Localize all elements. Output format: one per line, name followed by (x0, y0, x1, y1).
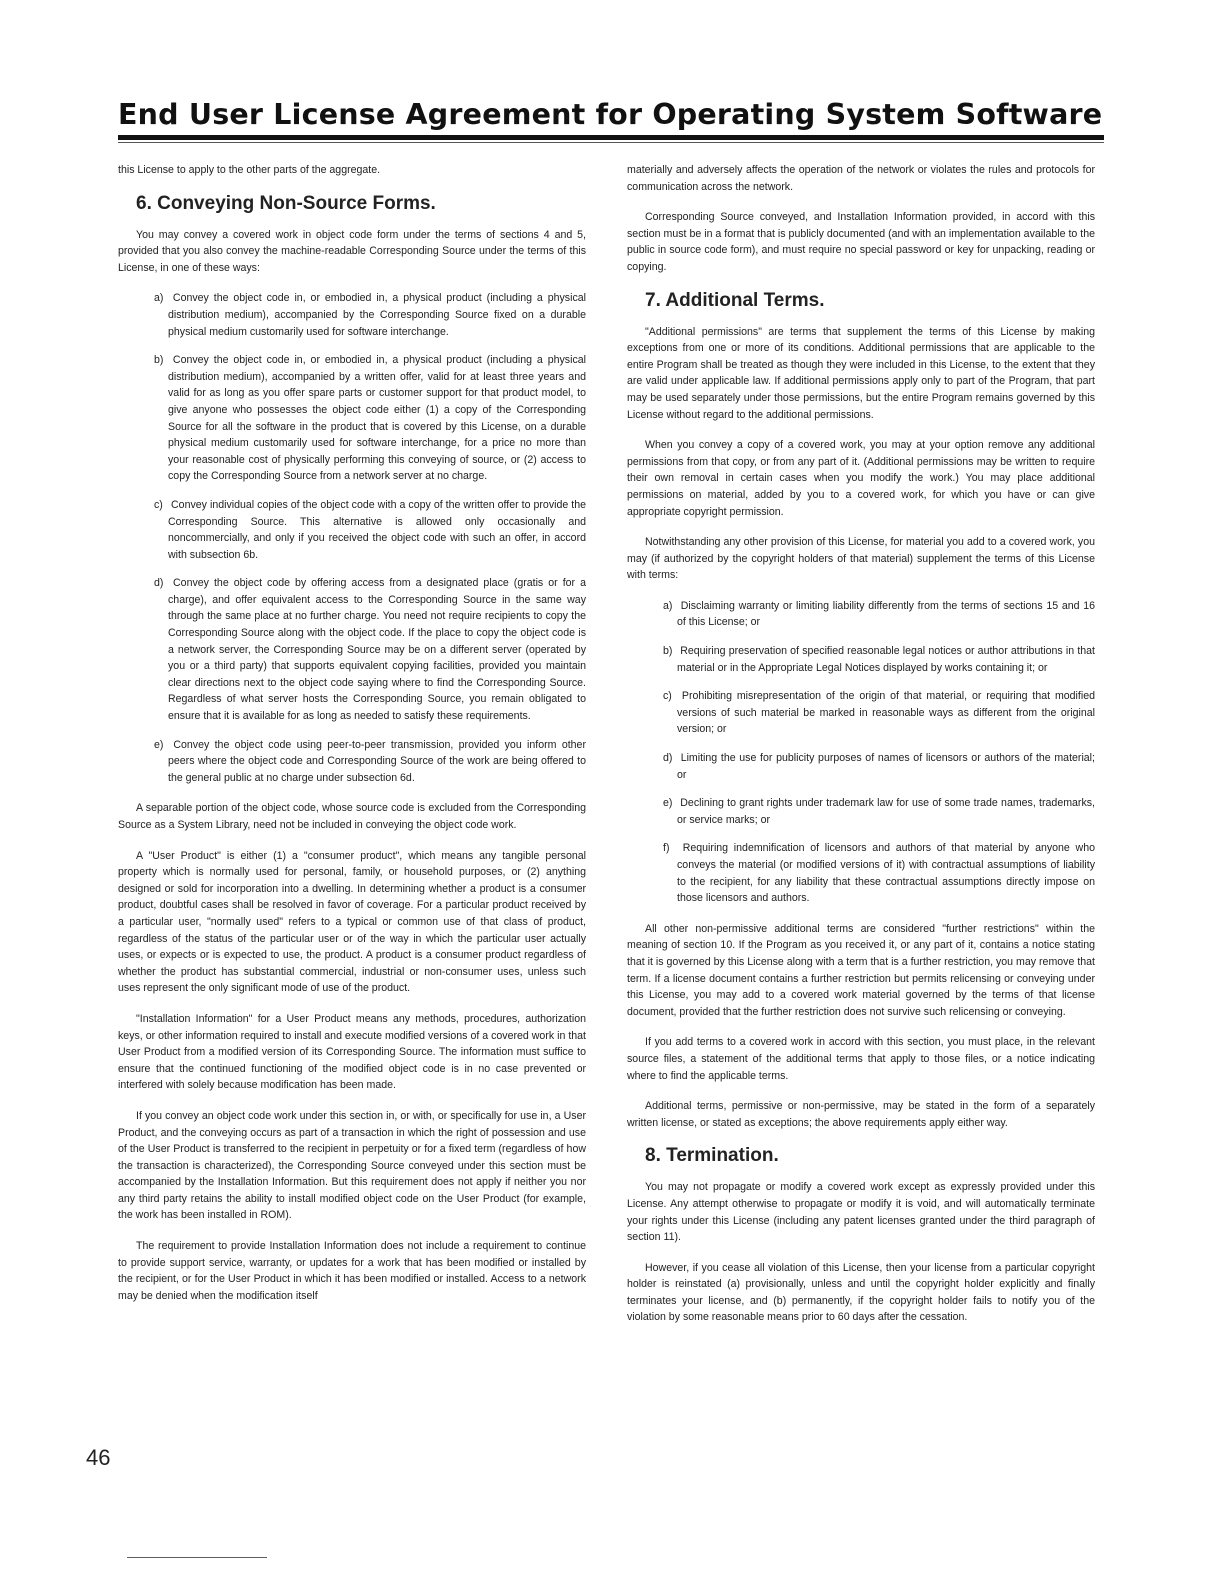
section-heading-7: 7. Additional Terms. (645, 289, 825, 311)
list-marker: a) (154, 292, 164, 305)
list-marker: f) (663, 842, 670, 855)
list-item (154, 575, 586, 724)
paragraph: materially and adversely affects the operation of the network or violates the rules and protocols for communication across the network. (627, 164, 1095, 193)
paragraph: Notwithstanding any other provision of this License, for material you add to a covered work, you may (if authorized by the copyright holders of that material) supplement the terms of this License with terms: (627, 536, 1095, 582)
list-item (663, 643, 1095, 676)
list-marker: e) (663, 797, 673, 810)
paragraph: Corresponding Source conveyed, and Installation Information provided, in accord with this section must be in a format that is publicly documented (and with an implementation available to the public in source code form), and must require no special password or key for unpacking, reading or copying. (627, 211, 1095, 273)
paragraph: You may convey a covered work in object code form under the terms of sections 4 and 5, provided that you also convey the machine-readable Corresponding Source under the terms of this License, in one of these ways: (118, 228, 586, 274)
title-rule-thin (118, 142, 1104, 143)
paragraph: If you add terms to a covered work in accord with this section, you must place, in the relevant source files, a statement of the additional terms that apply to those files, or a notice indicating where to find the applicable terms. (627, 1036, 1095, 1082)
footer-link-underline[interactable] (127, 1557, 267, 1558)
list-marker: d) (663, 752, 673, 765)
left-column (118, 162, 586, 1318)
paragraph: "Installation Information" for a User Product means any methods, procedures, authorization keys, or other information required to install and execute modified versions of a covered work in that User Product from a modified version of its Corresponding Source. The information must suffice to ensure that the continued functioning of the modified object code is in no case prevented or interfered with solely because modification has been made. (118, 1012, 586, 1092)
list-item-text: Declining to grant rights under trademark law for use of some trade names, trademarks, or service marks; or (677, 797, 1095, 826)
list-item-text: Convey the object code in, or embodied in, a physical product (including a physical distribution medium), accompanied by the Corresponding Source fixed on a durable physical medium customarily used for software interchange. (168, 292, 586, 338)
page-number: 46 (86, 1445, 111, 1470)
page-title: End User License Agreement for Operating System Software (118, 98, 1103, 131)
list-item-text: Disclaiming warranty or limiting liability differently from the terms of sections 15 and 16 of this License; or (677, 599, 1095, 629)
list-item (663, 688, 1095, 738)
list-marker: e) (154, 738, 164, 751)
paragraph: "Additional permissions" are terms that supplement the terms of this License by making exceptions from one or more of its conditions. Additional permissions that are applicable to the entire Program shall be treated as though they were included in this License, to the extent that they are valid under applicable law. If additional permissions apply only to part of the Program, that part may be used separately under those permissions, but the entire Program remains governed by this License without regard to the additional permissions. (627, 325, 1095, 421)
paragraph: All other non-permissive additional terms are considered "further restrictions" within the meaning of section 10. If the Program as you received it, or any part of it, contains a notice stating that it is governed by this License along with a term that is a further restriction, you may remove that term. If a license document contains a further restriction but permits relicensing or conveying under this License, you may add to a covered work material governed by the terms of that license document, provided that the further restriction does not survive such relicensing or conveying. (627, 922, 1095, 1018)
list-marker: b) (663, 645, 673, 658)
paragraph: this License to apply to the other parts of the aggregate. (118, 164, 381, 176)
list-item (663, 840, 1095, 906)
list-marker: b) (154, 354, 164, 367)
list-item (154, 352, 586, 485)
list-marker: c) (663, 690, 672, 703)
list-item (154, 737, 586, 787)
paragraph: A separable portion of the object code, whose source code is excluded from the Corresponding Source as a System Library, need not be included in conveying the object code work. (118, 802, 586, 831)
section-heading-8: 8. Termination. (645, 1145, 779, 1167)
list-item-text: Convey the object code using peer-to-peer transmission, provided you inform other peers where the object code and Corresponding Source of the work are being offered to the general public at no charge under subsection 6d. (168, 738, 586, 784)
list-item-text: Prohibiting misrepresentation of the origin of that material, or requiring that modified versions of such material be marked in reasonable ways as different from the original version; or (677, 690, 1095, 736)
list-item (154, 290, 586, 340)
list-marker: d) (154, 577, 164, 590)
paragraph: However, if you cease all violation of this License, then your license from a particular copyright holder is reinstated (a) provisionally, unless and until the copyright holder explicitly and finally terminates your license, and (b) permanently, if the copyright holder fails to notify you of the violation by some reasonable means prior to 60 days after the cessation. (627, 1261, 1095, 1324)
additional-terms-list (663, 598, 1095, 907)
paragraph: Additional terms, permissive or non-permissive, may be stated in the form of a separately written license, or stated as exceptions; the above requirements apply either way. (627, 1100, 1095, 1129)
paragraph: When you convey a copy of a covered work, you may at your option remove any additional permissions from that copy, or from any part of it. (Additional permissions may be written to require their own removal in certain cases when you modify the work.) You may place additional permissions on material, added by you to a covered work, for which you have or can give appropriate copyright permission. (627, 439, 1095, 518)
list-item (154, 497, 586, 563)
list-item-text: Requiring indemnification of licensors and authors of that material by anyone who conveys the material (or modified versions of it) with contractual assumptions of liability to the recipient, for any liability that these contractual assumptions directly impose on those licensors and authors. (677, 842, 1095, 905)
list-item (663, 750, 1095, 783)
paragraph: You may not propagate or modify a covered work except as expressly provided under this License. Any attempt otherwise to propagate or modify it is void, and will automatically terminate your rights under this License (including any patent licenses granted under the third paragraph of section 11). (627, 1181, 1095, 1244)
list-item-text: Convey individual copies of the object code with a copy of the written offer to provide the Corresponding Source. This alternative is allowed only occasionally and noncommercially, and only if you received the object code with such an offer, in accord with subsection 6b. (168, 498, 587, 561)
list-marker: a) (663, 599, 673, 612)
list-item-text: Convey the object code in, or embodied in, a physical product (including a physical distribution medium), accompanied by a written offer, valid for at least three years and valid for as long as you offer spare parts or customer support for that product model, to give anyone who possesses the object code either (1) a copy of the Corresponding Source for all the software in the product that is covered by this License, on a durable physical medium customarily used for software interchange, for a price no more than your reasonable cost of physically performing this conveying of source, or (2) access to copy the Corresponding Source from a network server at no charge. (168, 354, 586, 483)
right-column (627, 162, 1095, 1340)
list-item (663, 598, 1095, 631)
section-heading-6: 6. Conveying Non-Source Forms. (136, 192, 436, 214)
paragraph: A "User Product" is either (1) a "consumer product", which means any tangible personal property which is normally used for personal, family, or household purposes, or (2) anything designed or sold for incorporation into a dwelling. In determining whether a product is a consumer product, doubtful cases shall be resolved in favor of coverage. For a particular product received by a particular user, "normally used" refers to a typical or common use of that class of product, regardless of the status of the particular user or of the way in which the particular user actually uses, or expects or is expected to use, the product. A product is a consumer product regardless of whether the product has substantial commercial, industrial or non-consumer uses, unless such uses represent the only significant mode of use of the product. (118, 849, 586, 995)
list-item-text: Convey the object code by offering access from a designated place (gratis or for a charge), and offer equivalent access to the Corresponding Source in the same way through the same place at no further charge. You need not require recipients to copy the Corresponding Source along with the object code. If the place to copy the object code is a network server, the Corresponding Source may be on a different server (operated by you or a third party) that supports equivalent copying facilities, provided you maintain clear directions next to the object code saying where to find the Corresponding Source. Regardless of what server hosts the Corresponding Source, you remain obligated to ensure that it is available for as long as needed to satisfy these requirements. (168, 577, 586, 723)
paragraph: If you convey an object code work under this section in, or with, or specifically for use in, a User Product, and the conveying occurs as part of a transaction in which the right of possession and use of the User Product is transferred to the recipient in perpetuity or for a fixed term (regardless of how the transaction is characterized), the Corresponding Source conveyed under this section must be accompanied by the Installation Information. But this requirement does not apply if neither you nor any third party retains the ability to install modified object code on the User Product (for example, the work has been installed in ROM). (118, 1109, 586, 1222)
list-item-text: Requiring preservation of specified reasonable legal notices or author attributions in that material or in the Appropriate Legal Notices displayed by works containing it; or (677, 645, 1095, 674)
title-rule (118, 135, 1104, 140)
paragraph: The requirement to provide Installation Information does not include a requirement to continue to provide support service, warranty, or updates for a work that has been modified or installed by the recipient, or for the User Product in which it has been modified or installed. Access to a network may be denied when the modification itself (118, 1240, 586, 1302)
list-item-text: Limiting the use for publicity purposes of names of licensors or authors of the material; or (677, 752, 1095, 781)
conveying-options-list (154, 290, 586, 786)
list-item (663, 795, 1095, 828)
list-marker: c) (154, 498, 163, 511)
